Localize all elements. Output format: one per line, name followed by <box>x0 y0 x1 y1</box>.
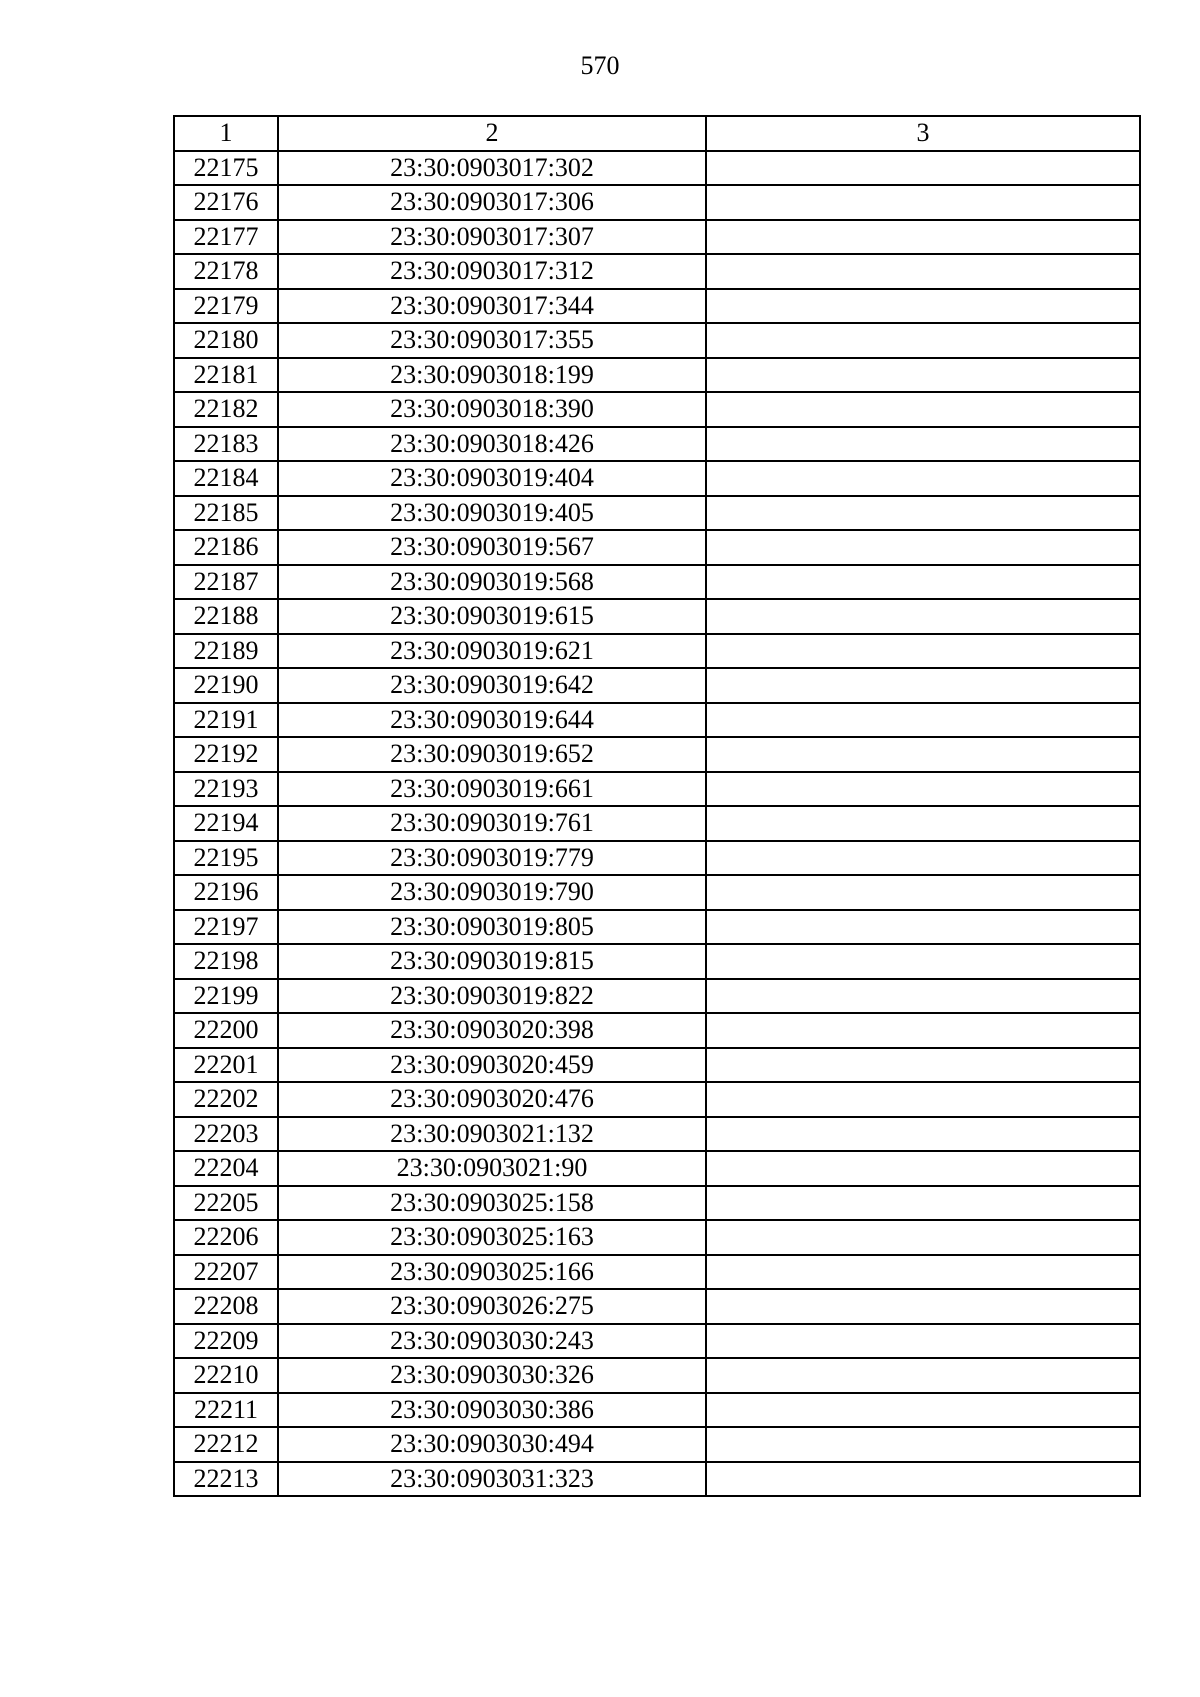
row-number-cell: 22209 <box>174 1324 278 1359</box>
table-row <box>174 634 1140 669</box>
cadastral-number-cell: 23:30:0903018:199 <box>278 358 706 393</box>
note-cell <box>706 1393 1140 1428</box>
cadastral-number-cell: 23:30:0903019:779 <box>278 841 706 876</box>
note-cell <box>706 1186 1140 1221</box>
note-cell <box>706 1289 1140 1324</box>
note-cell <box>706 1048 1140 1083</box>
table-row <box>174 944 1140 979</box>
row-number-cell: 22210 <box>174 1358 278 1393</box>
table-row <box>174 1186 1140 1221</box>
table-row <box>174 151 1140 186</box>
table-header <box>174 116 1140 151</box>
row-number-cell: 22208 <box>174 1289 278 1324</box>
row-number-cell: 22202 <box>174 1082 278 1117</box>
row-number-cell: 22197 <box>174 910 278 945</box>
cadastral-number-cell: 23:30:0903019:621 <box>278 634 706 669</box>
note-cell <box>706 358 1140 393</box>
row-number-cell: 22200 <box>174 1013 278 1048</box>
note-cell <box>706 392 1140 427</box>
cadastral-number-cell: 23:30:0903017:306 <box>278 185 706 220</box>
page-number: 570 <box>580 51 620 80</box>
header-row <box>174 116 1140 151</box>
note-cell <box>706 737 1140 772</box>
row-number-cell: 22189 <box>174 634 278 669</box>
note-cell <box>706 1358 1140 1393</box>
note-cell <box>706 841 1140 876</box>
table-row <box>174 392 1140 427</box>
note-cell <box>706 1151 1140 1186</box>
note-cell <box>706 875 1140 910</box>
row-number-cell: 22190 <box>174 668 278 703</box>
table-row <box>174 565 1140 600</box>
row-number-cell: 22184 <box>174 461 278 496</box>
table-row <box>174 1117 1140 1152</box>
table-row <box>174 806 1140 841</box>
cadastral-number-cell: 23:30:0903025:166 <box>278 1255 706 1290</box>
cadastral-number-cell: 23:30:0903019:761 <box>278 806 706 841</box>
cadastral-number-cell: 23:30:0903030:243 <box>278 1324 706 1359</box>
cadastral-number-cell: 23:30:0903020:476 <box>278 1082 706 1117</box>
note-cell <box>706 772 1140 807</box>
table-row <box>174 185 1140 220</box>
row-number-cell: 22201 <box>174 1048 278 1083</box>
row-number-cell: 22204 <box>174 1151 278 1186</box>
table-row <box>174 1151 1140 1186</box>
note-cell <box>706 151 1140 186</box>
table-row <box>174 220 1140 255</box>
cadastral-number-cell: 23:30:0903019:405 <box>278 496 706 531</box>
row-number-cell: 22180 <box>174 323 278 358</box>
cadastral-number-cell: 23:30:0903030:494 <box>278 1427 706 1462</box>
cadastral-number-cell: 23:30:0903021:132 <box>278 1117 706 1152</box>
note-cell <box>706 254 1140 289</box>
table-row <box>174 461 1140 496</box>
cadastral-number-cell: 23:30:0903030:386 <box>278 1393 706 1428</box>
note-cell <box>706 565 1140 600</box>
cadastral-number-cell: 23:30:0903019:404 <box>278 461 706 496</box>
row-number-cell: 22187 <box>174 565 278 600</box>
note-cell <box>706 1013 1140 1048</box>
row-number-cell: 22195 <box>174 841 278 876</box>
table-row <box>174 1289 1140 1324</box>
table-row <box>174 1393 1140 1428</box>
row-number-cell: 22193 <box>174 772 278 807</box>
cadastral-number-cell: 23:30:0903026:275 <box>278 1289 706 1324</box>
note-cell <box>706 910 1140 945</box>
table-row <box>174 1082 1140 1117</box>
row-number-cell: 22205 <box>174 1186 278 1221</box>
note-cell <box>706 427 1140 462</box>
row-number-cell: 22178 <box>174 254 278 289</box>
note-cell <box>706 289 1140 324</box>
note-cell <box>706 806 1140 841</box>
note-cell <box>706 1220 1140 1255</box>
table-row <box>174 703 1140 738</box>
table-row <box>174 254 1140 289</box>
row-number-cell: 22179 <box>174 289 278 324</box>
table-body <box>174 151 1140 1497</box>
table-row <box>174 910 1140 945</box>
row-number-cell: 22185 <box>174 496 278 531</box>
table-row <box>174 358 1140 393</box>
row-number-cell: 22175 <box>174 151 278 186</box>
cadastral-number-cell: 23:30:0903019:805 <box>278 910 706 945</box>
row-number-cell: 22188 <box>174 599 278 634</box>
table-row <box>174 979 1140 1014</box>
row-number-cell: 22207 <box>174 1255 278 1290</box>
cadastral-number-cell: 23:30:0903017:344 <box>278 289 706 324</box>
row-number-cell: 22176 <box>174 185 278 220</box>
row-number-cell: 22212 <box>174 1427 278 1462</box>
note-cell <box>706 323 1140 358</box>
cadastral-number-cell: 23:30:0903021:90 <box>278 1151 706 1186</box>
row-number-cell: 22196 <box>174 875 278 910</box>
header-cell-3: 3 <box>706 116 1140 151</box>
cadastral-number-cell: 23:30:0903019:815 <box>278 944 706 979</box>
row-number-cell: 22192 <box>174 737 278 772</box>
note-cell <box>706 1082 1140 1117</box>
table-row <box>174 289 1140 324</box>
cadastral-number-cell: 23:30:0903019:644 <box>278 703 706 738</box>
cadastral-number-cell: 23:30:0903030:326 <box>278 1358 706 1393</box>
table-row <box>174 1255 1140 1290</box>
table-row <box>174 1324 1140 1359</box>
table-row <box>174 323 1140 358</box>
note-cell <box>706 1117 1140 1152</box>
row-number-cell: 22186 <box>174 530 278 565</box>
note-cell <box>706 1255 1140 1290</box>
note-cell <box>706 668 1140 703</box>
row-number-cell: 22203 <box>174 1117 278 1152</box>
cadastral-number-cell: 23:30:0903019:615 <box>278 599 706 634</box>
cadastral-number-cell: 23:30:0903017:307 <box>278 220 706 255</box>
note-cell <box>706 979 1140 1014</box>
note-cell <box>706 1462 1140 1497</box>
row-number-cell: 22177 <box>174 220 278 255</box>
table-row <box>174 599 1140 634</box>
note-cell <box>706 461 1140 496</box>
row-number-cell: 22199 <box>174 979 278 1014</box>
note-cell <box>706 634 1140 669</box>
note-cell <box>706 944 1140 979</box>
note-cell <box>706 220 1140 255</box>
note-cell <box>706 530 1140 565</box>
row-number-cell: 22183 <box>174 427 278 462</box>
table-row <box>174 496 1140 531</box>
table-row <box>174 772 1140 807</box>
note-cell <box>706 703 1140 738</box>
row-number-cell: 22206 <box>174 1220 278 1255</box>
cadastral-number-cell: 23:30:0903019:790 <box>278 875 706 910</box>
row-number-cell: 22198 <box>174 944 278 979</box>
row-number-cell: 22211 <box>174 1393 278 1428</box>
cadastral-number-cell: 23:30:0903020:459 <box>278 1048 706 1083</box>
cadastral-number-cell: 23:30:0903019:568 <box>278 565 706 600</box>
row-number-cell: 22213 <box>174 1462 278 1497</box>
registry-table <box>173 115 1141 1497</box>
cadastral-number-cell: 23:30:0903017:312 <box>278 254 706 289</box>
cadastral-number-cell: 23:30:0903019:822 <box>278 979 706 1014</box>
cadastral-number-cell: 23:30:0903017:355 <box>278 323 706 358</box>
cadastral-number-cell: 23:30:0903018:390 <box>278 392 706 427</box>
cadastral-number-cell: 23:30:0903031:323 <box>278 1462 706 1497</box>
note-cell <box>706 599 1140 634</box>
table-row <box>174 1013 1140 1048</box>
table-row <box>174 668 1140 703</box>
cadastral-number-cell: 23:30:0903025:158 <box>278 1186 706 1221</box>
table-row <box>174 1358 1140 1393</box>
cadastral-number-cell: 23:30:0903018:426 <box>278 427 706 462</box>
table-row <box>174 737 1140 772</box>
note-cell <box>706 185 1140 220</box>
note-cell <box>706 496 1140 531</box>
cadastral-number-cell: 23:30:0903019:661 <box>278 772 706 807</box>
header-cell-1: 1 <box>174 116 278 151</box>
cadastral-number-cell: 23:30:0903025:163 <box>278 1220 706 1255</box>
cadastral-number-cell: 23:30:0903019:642 <box>278 668 706 703</box>
row-number-cell: 22194 <box>174 806 278 841</box>
table-row <box>174 875 1140 910</box>
table-row <box>174 841 1140 876</box>
note-cell <box>706 1427 1140 1462</box>
table-row <box>174 1427 1140 1462</box>
row-number-cell: 22191 <box>174 703 278 738</box>
cadastral-number-cell: 23:30:0903020:398 <box>278 1013 706 1048</box>
cadastral-number-cell: 23:30:0903017:302 <box>278 151 706 186</box>
table-row <box>174 530 1140 565</box>
row-number-cell: 22182 <box>174 392 278 427</box>
table-row <box>174 1220 1140 1255</box>
row-number-cell: 22181 <box>174 358 278 393</box>
header-cell-2: 2 <box>278 116 706 151</box>
table-row <box>174 427 1140 462</box>
table-row <box>174 1048 1140 1083</box>
note-cell <box>706 1324 1140 1359</box>
cadastral-number-cell: 23:30:0903019:652 <box>278 737 706 772</box>
table-row <box>174 1462 1140 1497</box>
cadastral-number-cell: 23:30:0903019:567 <box>278 530 706 565</box>
